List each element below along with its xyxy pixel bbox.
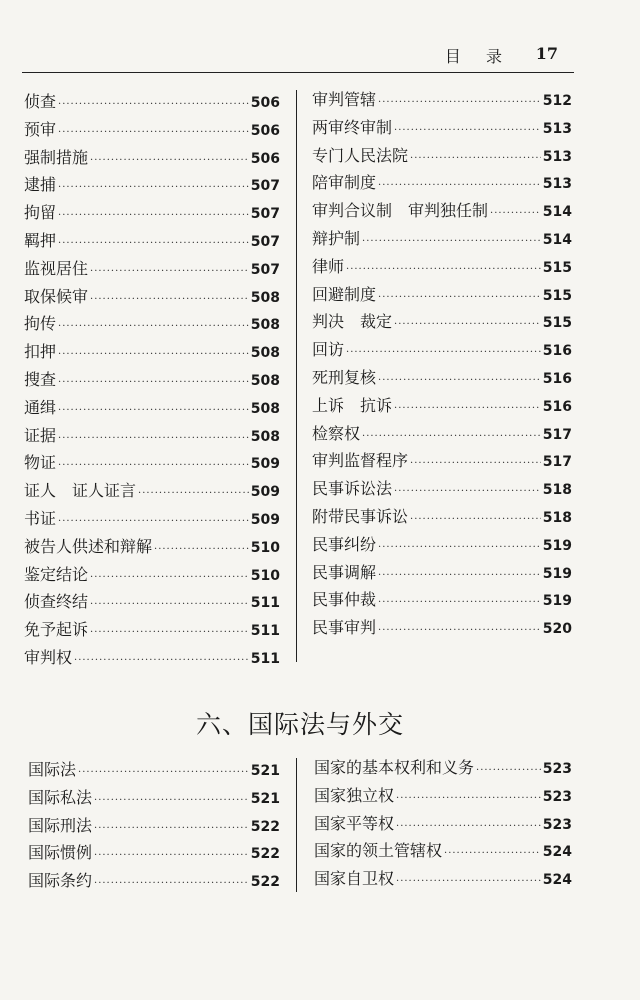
- toc-leader-dots: [378, 534, 541, 562]
- toc-leader-dots: [74, 647, 249, 675]
- toc-entry-title: 审判合议制 审判独任制: [312, 201, 489, 221]
- toc-entry-title: 国际刑法: [28, 815, 93, 835]
- toc-leader-dots: [90, 591, 249, 619]
- toc-entry-title: 上诉 抗诉: [312, 395, 393, 415]
- toc-entry-title: 搜查: [24, 369, 57, 389]
- toc-entry-page: 517: [542, 454, 572, 471]
- toc-entry-title: 国际法: [28, 760, 77, 779]
- toc-entry-title: 免予起诉: [24, 620, 89, 640]
- toc-entry: [24, 394, 280, 422]
- toc-entry-page: 511: [250, 595, 280, 612]
- toc-entry: [24, 366, 280, 394]
- toc-entry-page: 506: [250, 122, 280, 139]
- toc-entry-page: 507: [250, 233, 280, 250]
- toc-entry: [24, 644, 280, 672]
- toc-leader-dots: [476, 757, 541, 785]
- toc-entry-title: 逮捕: [24, 175, 57, 195]
- toc-leader-dots: [58, 341, 249, 369]
- toc-leader-dots: [394, 117, 541, 145]
- toc-entry-page: 508: [250, 400, 280, 417]
- toc-entry-title: 鉴定结论: [24, 564, 89, 584]
- toc-leader-dots: [378, 367, 541, 395]
- toc-entry-page: 515: [542, 287, 572, 304]
- toc-entry: [312, 336, 572, 364]
- toc-entry: [24, 422, 280, 450]
- toc-leader-dots: [362, 423, 541, 451]
- toc-entry-title: 物证: [24, 453, 57, 473]
- toc-entry-page: 518: [542, 482, 572, 499]
- toc-entry: [24, 533, 280, 561]
- toc-entry-page: 516: [542, 370, 572, 387]
- toc-entry: [312, 114, 572, 142]
- toc-entry: [312, 392, 572, 420]
- toc-entry-title: 律师: [312, 256, 345, 276]
- toc-entry-page: 522: [250, 874, 280, 891]
- toc-entry: [24, 588, 280, 616]
- toc-entry-title: 被告人供述和辩解: [24, 536, 153, 556]
- toc-entry: [312, 364, 572, 392]
- toc-entry-title: 专门人民法院: [312, 145, 409, 165]
- toc-entry-page: 524: [542, 872, 572, 889]
- toc-entry-title: 审判管辖: [312, 90, 377, 109]
- toc-leader-dots: [394, 311, 541, 339]
- toc-entry-page: 519: [542, 565, 572, 582]
- section-heading: 六、国际法与外交: [196, 710, 405, 739]
- toc-entry: [312, 503, 572, 531]
- toc-entry-title: 取保候审: [24, 286, 89, 306]
- toc-leader-dots: [90, 258, 249, 286]
- toc-leader-dots: [378, 172, 541, 200]
- toc-entry-page: 522: [250, 846, 280, 863]
- toc-leader-dots: [94, 815, 249, 843]
- toc-leader-dots: [410, 450, 541, 478]
- toc-entry-page: 522: [250, 818, 280, 835]
- toc-entry-page: 506: [250, 95, 280, 111]
- toc-entry-title: 侦查: [24, 92, 57, 111]
- toc-leader-dots: [346, 339, 541, 367]
- toc-entry-page: 515: [542, 259, 572, 276]
- toc-entry: [24, 310, 280, 338]
- toc-entry-title: 民事仲裁: [312, 590, 377, 610]
- toc-entry-title: 国家的领土管辖权: [314, 841, 443, 861]
- toc-entry-page: 506: [250, 150, 280, 167]
- toc-entry-title: 国际条约: [28, 871, 93, 891]
- toc-leader-dots: [58, 369, 249, 397]
- toc-leader-dots: [396, 868, 541, 896]
- toc-entry-page: 518: [542, 509, 572, 526]
- toc-leader-dots: [378, 284, 541, 312]
- toc-entry-title: 拘传: [24, 314, 57, 334]
- toc-entry: [312, 142, 572, 170]
- toc-entry: [24, 505, 280, 533]
- toc-entry-title: 国家的基本权利和义务: [314, 758, 475, 777]
- toc-entry-page: 519: [542, 537, 572, 554]
- toc-entry-title: 民事审判: [312, 618, 377, 638]
- toc-entry-page: 516: [542, 398, 572, 415]
- toc-leader-dots: [378, 562, 541, 590]
- toc-entry-page: 507: [250, 261, 280, 278]
- toc-leader-dots: [90, 147, 249, 175]
- toc-leader-dots: [94, 842, 249, 870]
- toc-column-bottom-right: [314, 754, 572, 893]
- toc-entry: [24, 561, 280, 589]
- toc-entry: [312, 169, 572, 197]
- toc-entry-page: 519: [542, 593, 572, 610]
- toc-leader-dots: [154, 536, 249, 564]
- toc-entry-title: 审判监督程序: [312, 451, 409, 471]
- toc-entry: [24, 616, 280, 644]
- toc-entry-page: 508: [250, 372, 280, 389]
- toc-entry: [312, 475, 572, 503]
- toc-column-top-left: [24, 88, 280, 672]
- toc-entry-page: 521: [250, 790, 280, 807]
- toc-entry: [312, 308, 572, 336]
- toc-entry-page: 507: [250, 178, 280, 195]
- toc-entry-title: 死刑复核: [312, 367, 377, 387]
- toc-entry-page: 514: [542, 231, 572, 248]
- toc-entry-title: 国际惯例: [28, 843, 93, 863]
- toc-leader-dots: [346, 256, 541, 284]
- toc-leader-dots: [58, 91, 249, 119]
- toc-entry: [312, 420, 572, 448]
- toc-entry-title: 审判权: [24, 647, 73, 667]
- toc-leader-dots: [58, 397, 249, 425]
- column-divider-top: [296, 90, 297, 662]
- toc-entry-page: 516: [542, 343, 572, 360]
- toc-leader-dots: [378, 89, 541, 117]
- toc-entry-page: 521: [250, 763, 280, 779]
- toc-leader-dots: [94, 787, 249, 815]
- toc-entry: [24, 88, 280, 116]
- toc-leader-dots: [58, 313, 249, 341]
- toc-entry: [314, 865, 572, 893]
- toc-entry: [312, 225, 572, 253]
- toc-leader-dots: [58, 508, 249, 536]
- toc-entry-page: 510: [250, 567, 280, 584]
- toc-entry-page: 520: [542, 621, 572, 638]
- toc-entry-title: 书证: [24, 508, 57, 528]
- toc-entry-page: 513: [542, 120, 572, 137]
- toc-leader-dots: [138, 480, 249, 508]
- toc-leader-dots: [58, 202, 249, 230]
- toc-entry: [312, 253, 572, 281]
- toc-leader-dots: [444, 840, 541, 868]
- toc-entry-title: 附带民事诉讼: [312, 506, 409, 526]
- column-divider-bottom: [296, 758, 297, 892]
- toc-entry-title: 证据: [24, 425, 57, 445]
- toc-entry-title: 监视居住: [24, 258, 89, 278]
- toc-entry: [24, 283, 280, 311]
- toc-entry-title: 判决 裁定: [312, 312, 393, 332]
- toc-entry-title: 证人 证人证言: [24, 481, 137, 501]
- toc-leader-dots: [58, 119, 249, 147]
- toc-entry-title: 陪审制度: [312, 173, 377, 193]
- toc-entry-title: 检察权: [312, 423, 361, 443]
- toc-column-bottom-left: [28, 756, 280, 895]
- toc-entry-title: 国家独立权: [314, 785, 395, 805]
- toc-entry-title: 强制措施: [24, 147, 89, 167]
- toc-leader-dots: [90, 564, 249, 592]
- toc-leader-dots: [78, 759, 249, 787]
- toc-entry-title: 通缉: [24, 397, 57, 417]
- toc-entry: [24, 449, 280, 477]
- toc-entry-page: 509: [250, 511, 280, 528]
- toc-entry-page: 508: [250, 428, 280, 445]
- toc-entry-page: 523: [542, 788, 572, 805]
- toc-leader-dots: [410, 506, 541, 534]
- toc-entry-page: 517: [542, 426, 572, 443]
- toc-entry: [24, 144, 280, 172]
- toc-leader-dots: [90, 286, 249, 314]
- toc-entry-title: 羁押: [24, 230, 57, 250]
- toc-entry-page: 511: [250, 650, 280, 667]
- toc-entry-title: 民事纠纷: [312, 534, 377, 554]
- toc-leader-dots: [378, 617, 541, 645]
- toc-entry: [312, 586, 572, 614]
- toc-entry: [28, 839, 280, 867]
- toc-entry: [28, 812, 280, 840]
- toc-entry-page: 508: [250, 345, 280, 362]
- toc-entry-title: 两审终审制: [312, 117, 393, 137]
- toc-entry: [314, 782, 572, 810]
- toc-entry-title: 回避制度: [312, 284, 377, 304]
- toc-leader-dots: [410, 145, 541, 173]
- toc-entry-title: 预审: [24, 119, 57, 139]
- toc-entry: [28, 867, 280, 895]
- toc-leader-dots: [394, 478, 541, 506]
- toc-entry: [312, 281, 572, 309]
- toc-entry: [312, 531, 572, 559]
- header-page-number: 17: [535, 44, 558, 63]
- toc-entry-page: 523: [542, 761, 572, 777]
- header-section-title: 目 录: [444, 47, 512, 66]
- toc-entry: [312, 447, 572, 475]
- toc-entry-title: 拘留: [24, 203, 57, 223]
- toc-entry-page: 514: [542, 204, 572, 221]
- toc-entry: [312, 614, 572, 642]
- toc-leader-dots: [94, 870, 249, 898]
- toc-entry: [24, 227, 280, 255]
- toc-entry-title: 国家平等权: [314, 813, 395, 833]
- toc-entry-page: 510: [250, 539, 280, 556]
- toc-entry: [312, 197, 572, 225]
- toc-entry: [314, 754, 572, 782]
- toc-entry-page: 509: [250, 484, 280, 501]
- toc-entry-title: 辩护制: [312, 228, 361, 248]
- toc-leader-dots: [394, 395, 541, 423]
- toc-entry-title: 国家自卫权: [314, 869, 395, 889]
- toc-leader-dots: [58, 174, 249, 202]
- toc-leader-dots: [396, 785, 541, 813]
- toc-entry-page: 513: [542, 176, 572, 193]
- header-rule: [22, 72, 574, 73]
- toc-entry: [312, 559, 572, 587]
- toc-entry: [24, 116, 280, 144]
- toc-entry: [314, 837, 572, 865]
- toc-entry: [24, 199, 280, 227]
- toc-entry: [24, 171, 280, 199]
- toc-entry-page: 513: [542, 148, 572, 165]
- toc-entry-page: 515: [542, 315, 572, 332]
- toc-entry: [312, 86, 572, 114]
- toc-entry: [24, 255, 280, 283]
- toc-entry-page: 507: [250, 206, 280, 223]
- toc-entry-page: 523: [542, 816, 572, 833]
- toc-entry-page: 508: [250, 289, 280, 306]
- toc-leader-dots: [490, 200, 541, 228]
- toc-leader-dots: [58, 452, 249, 480]
- toc-leader-dots: [58, 230, 249, 258]
- toc-entry-title: 侦查终结: [24, 592, 89, 612]
- toc-leader-dots: [362, 228, 541, 256]
- toc-entry-page: 524: [542, 844, 572, 861]
- toc-entry: [24, 477, 280, 505]
- toc-entry: [28, 756, 280, 784]
- toc-entry-title: 回访: [312, 340, 345, 360]
- toc-entry-title: 扣押: [24, 342, 57, 362]
- toc-column-top-right: [312, 86, 572, 642]
- toc-entry-page: 511: [250, 623, 280, 640]
- toc-entry-title: 民事诉讼法: [312, 479, 393, 499]
- toc-entry-page: 512: [542, 93, 572, 109]
- toc-leader-dots: [90, 619, 249, 647]
- toc-leader-dots: [378, 589, 541, 617]
- toc-entry-title: 国际私法: [28, 787, 93, 807]
- toc-entry: [314, 810, 572, 838]
- toc-entry: [24, 338, 280, 366]
- toc-entry: [28, 784, 280, 812]
- toc-entry-page: 509: [250, 456, 280, 473]
- toc-leader-dots: [396, 813, 541, 841]
- toc-leader-dots: [58, 425, 249, 453]
- toc-entry-title: 民事调解: [312, 562, 377, 582]
- toc-entry-page: 508: [250, 317, 280, 334]
- running-header: [22, 44, 572, 70]
